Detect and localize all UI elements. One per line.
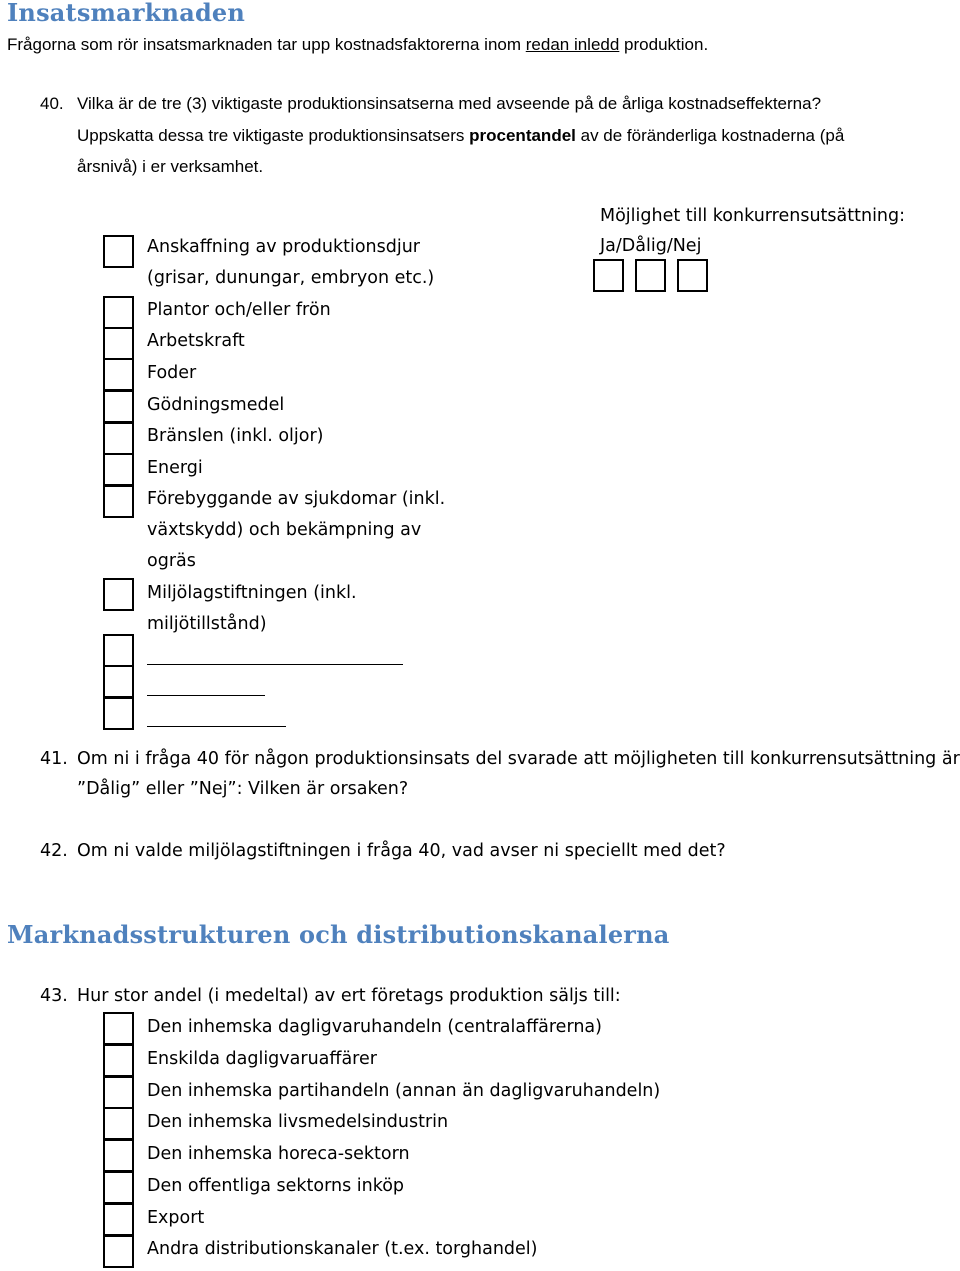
q43-text: Hur stor andel (i medeltal) av ert företags produktion säljs till:	[77, 986, 621, 1006]
q40-item-miljolagstiftningen-line2: miljötillstånd)	[147, 614, 267, 634]
q43-checkbox-offentliga-inkop[interactable]	[103, 1171, 134, 1204]
q40-checkbox-other-1[interactable]	[103, 634, 134, 667]
q42-number: 42.	[40, 841, 68, 861]
competition-nej-checkbox[interactable]	[677, 259, 708, 292]
q43-checkbox-andra-kanaler[interactable]	[103, 1235, 134, 1268]
q40-other-blank-line-1[interactable]	[147, 664, 403, 665]
competition-options-label: Ja/Dålig/Nej	[600, 236, 702, 256]
q40-line2-start: Uppskatta dessa tre viktigaste produktionsinsatsers	[77, 126, 470, 145]
q43-number: 43.	[40, 986, 68, 1006]
q43-checkbox-export[interactable]	[103, 1203, 134, 1236]
q40-other-blank-line-3[interactable]	[147, 726, 286, 727]
q40-checkbox-plantor[interactable]	[103, 296, 134, 329]
q40-item-sjukdomar-line3: ogräs	[147, 551, 196, 571]
q40-item-miljolagstiftningen-line1: Miljölagstiftningen (inkl.	[147, 583, 357, 603]
q43-checkbox-partihandeln[interactable]	[103, 1076, 134, 1109]
intro-text-end: produktion.	[619, 35, 709, 54]
competition-ja-checkbox[interactable]	[593, 259, 624, 292]
q43-item-andra-kanaler: Andra distributionskanaler (t.ex. torghandel)	[147, 1239, 538, 1259]
q40-item-produktionsdjur: Anskaffning av produktionsdjur	[147, 237, 421, 257]
q41-number: 41.	[40, 749, 68, 769]
section-heading-marknadsstrukturen: Marknadsstrukturen och distributionskanalerna	[7, 920, 670, 949]
q40-item-godningsmedel: Gödningsmedel	[147, 395, 285, 415]
q43-item-livsmedelsindustrin: Den inhemska livsmedelsindustrin	[147, 1112, 449, 1132]
section-intro	[7, 35, 708, 55]
q40-text-line2	[77, 126, 844, 146]
q43-checkbox-dagligvaruaffarer[interactable]	[103, 1044, 134, 1077]
q40-item-produktionsdjur-detail: (grisar, dunungar, embryon etc.)	[147, 268, 435, 288]
intro-text-start: Frågorna som rör insatsmarknaden tar upp kostnadsfaktorerna inom	[7, 35, 526, 54]
q43-checkbox-livsmedelsindustrin[interactable]	[103, 1107, 134, 1140]
q43-item-export: Export	[147, 1208, 205, 1228]
q40-checkbox-sjukdomar[interactable]	[103, 485, 134, 518]
q40-item-sjukdomar-line1: Förebyggande av sjukdomar (inkl.	[147, 489, 446, 509]
q40-checkbox-other-3[interactable]	[103, 697, 134, 730]
q40-text-line3: årsnivå) i er verksamhet.	[77, 157, 264, 176]
q40-checkbox-branslen[interactable]	[103, 422, 134, 455]
competition-label: Möjlighet till konkurrensutsättning:	[600, 206, 906, 226]
q43-item-dagligvaruaffarer: Enskilda dagligvaruaffärer	[147, 1049, 377, 1069]
q40-other-blank-line-2[interactable]	[147, 695, 265, 696]
q40-number: 40.	[40, 94, 64, 113]
q40-checkbox-other-2[interactable]	[103, 665, 134, 698]
q40-item-energi: Energi	[147, 458, 203, 478]
q40-item-branslen: Bränslen (inkl. oljor)	[147, 426, 324, 446]
q40-text-line1: Vilka är de tre (3) viktigaste produktionsinsatserna med avseende på de årliga kostnadseffekterna?	[77, 94, 822, 113]
q43-item-offentliga-inkop: Den offentliga sektorns inköp	[147, 1176, 405, 1196]
q40-checkbox-produktionsdjur[interactable]	[103, 235, 134, 268]
competition-dalig-checkbox[interactable]	[635, 259, 666, 292]
q42-text: Om ni valde miljölagstiftningen i fråga 40, vad avser ni speciellt med det?	[77, 841, 726, 861]
q41-text-line2: ”Dålig” eller ”Nej”: Vilken är orsaken?	[77, 779, 409, 799]
q40-line2-bold: procentandel	[469, 126, 576, 145]
q40-item-foder: Foder	[147, 363, 197, 383]
q40-checkbox-energi[interactable]	[103, 453, 134, 486]
q43-checkbox-horeca[interactable]	[103, 1139, 134, 1172]
q43-checkbox-dagligvaruhandeln[interactable]	[103, 1012, 134, 1045]
q40-checkbox-miljolagstiftningen[interactable]	[103, 578, 134, 611]
q40-item-sjukdomar-line2: växtskydd) och bekämpning av	[147, 520, 422, 540]
q40-checkbox-arbetskraft[interactable]	[103, 327, 134, 360]
q43-item-partihandeln: Den inhemska partihandeln (annan än dagligvaruhandeln)	[147, 1081, 661, 1101]
q40-line2-end: av de föränderliga kostnaderna (på	[575, 126, 845, 145]
q40-checkbox-foder[interactable]	[103, 358, 134, 391]
q40-item-plantor: Plantor och/eller frön	[147, 300, 331, 320]
q43-item-horeca: Den inhemska horeca-sektorn	[147, 1144, 410, 1164]
section-heading-insatsmarknaden: Insatsmarknaden	[7, 0, 246, 27]
q41-text-line1: Om ni i fråga 40 för någon produktionsinsats del svarade att möjligheten till konkurrensutsättning är	[77, 749, 960, 769]
q40-item-arbetskraft: Arbetskraft	[147, 331, 245, 351]
intro-underlined-text: redan inledd	[525, 35, 620, 54]
q40-checkbox-godningsmedel[interactable]	[103, 390, 134, 423]
q43-item-dagligvaruhandeln: Den inhemska dagligvaruhandeln (centralaffärerna)	[147, 1017, 602, 1037]
